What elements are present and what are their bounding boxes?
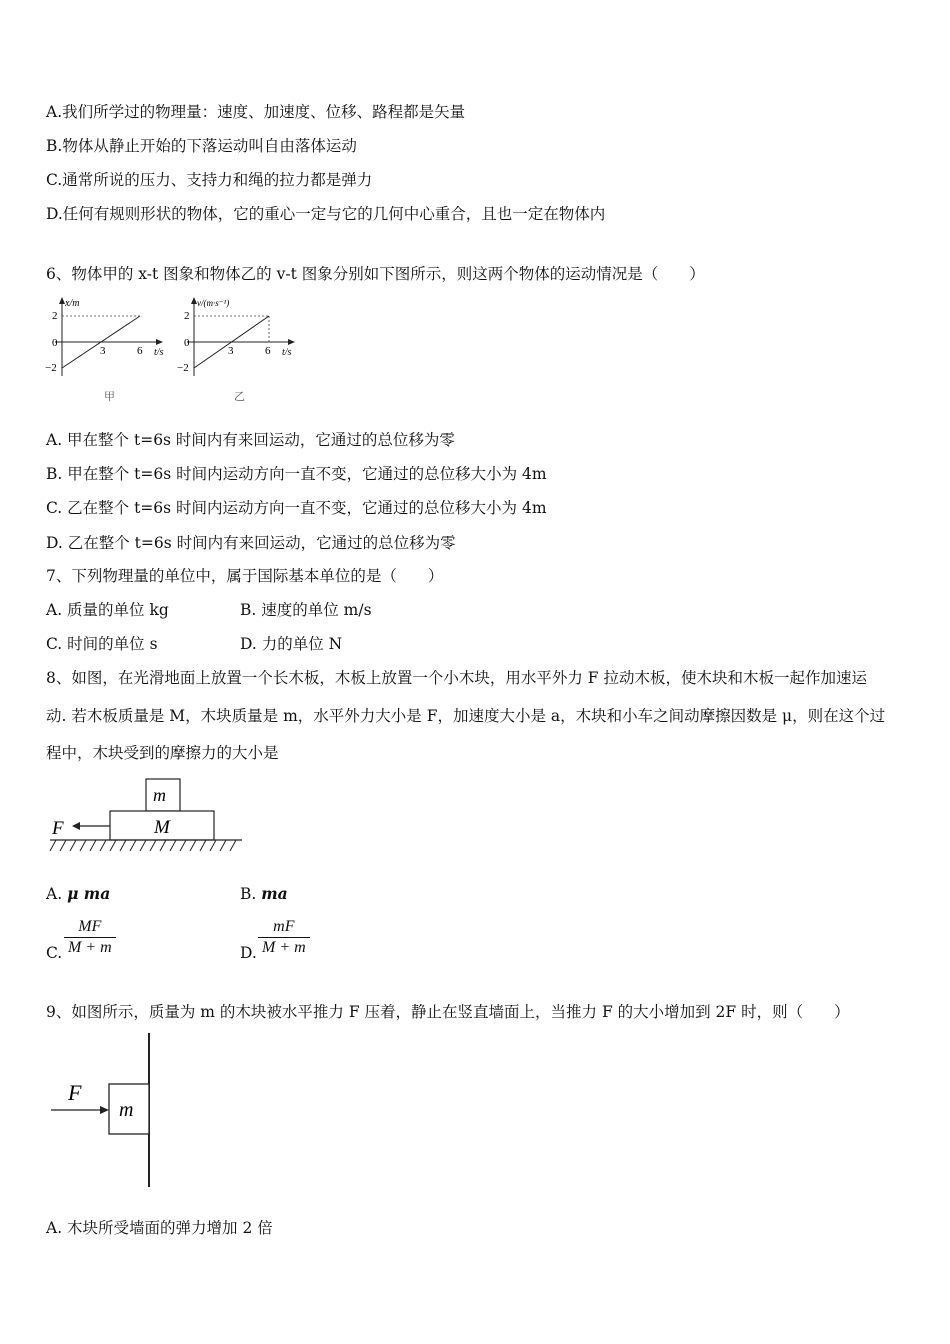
q7-option-d: D. 力的单位 N (240, 635, 343, 653)
q8-option-b-value: ma (261, 884, 288, 903)
q8-option-c-label: C. (46, 944, 63, 962)
yi-tick-y-neg2: −2 (177, 362, 189, 374)
jia-xlabel: t/s (154, 347, 164, 358)
q9-force-arrowhead (100, 1106, 109, 1114)
q8-force-label: F (52, 818, 64, 839)
q9-force-label: F (68, 1080, 82, 1105)
q6-option-b: B. 甲在整个 t=6s 时间内运动方向一直不变，它通过的总位移大小为 4m (46, 465, 547, 483)
q8-option-b (240, 884, 288, 904)
jia-tick-x-3: 3 (100, 345, 106, 357)
q7-stem: 7、下列物理量的单位中，属于国际基本单位的是（ ） (46, 567, 444, 585)
jia-tick-y-0: 0 (52, 337, 58, 349)
q5-option-c: C.通常所说的压力、支持力和绳的拉力都是弹力 (46, 171, 373, 189)
q8-stem-line3: 程中，木块受到的摩擦力的大小是 (46, 744, 279, 762)
q8-stem-line2: 动. 若木板质量是 M，木块质量是 m，水平外力大小是 F，加速度大小是 a，木块和小车之间动摩擦因数是 μ，则在这个过 (46, 707, 886, 725)
q9-stem: 9、如图所示，质量为 m 的木块被水平推力 F 压着，静止在竖直墙面上，当推力 F 的大小增加到 2F 时，则（ ） (46, 1003, 850, 1021)
jia-tick-y-neg2: −2 (45, 362, 57, 374)
yi-tick-y-2: 2 (184, 310, 190, 322)
q8-small-block-label: m (153, 785, 166, 805)
q8-force-arrowhead (72, 822, 80, 830)
q8-option-b-label: B. (240, 885, 257, 903)
yi-ylabel: v/(m·s⁻¹) (197, 298, 230, 308)
q8-option-d-label: D. (240, 944, 257, 962)
q8-option-c-fraction (64, 918, 116, 957)
q6-graph-jia (40, 294, 175, 406)
q5-option-a: A.我们所学过的物理量：速度、加速度、位移、路程都是矢量 (46, 103, 466, 121)
q7-option-b: B. 速度的单位 m/s (240, 601, 372, 619)
q8-option-d-numerator: mF (273, 918, 295, 935)
q8-option-d-fraction-bar (258, 937, 310, 938)
jia-ylabel: x/m (65, 298, 80, 309)
jia-caption: 甲 (104, 391, 115, 403)
jia-tick-x-6: 6 (137, 345, 143, 357)
yi-tick-x-3: 3 (228, 345, 234, 357)
q6-option-a: A. 甲在整个 t=6s 时间内有来回运动，它通过的总位移为零 (46, 431, 455, 449)
q7-option-a: A. 质量的单位 kg (46, 601, 169, 619)
q8-option-a (46, 884, 110, 904)
q6-graph-yi (172, 294, 307, 406)
q9-block-label: m (119, 1099, 134, 1121)
q7-option-c: C. 时间的单位 s (46, 635, 158, 653)
q8-option-d-denominator: M + m (262, 939, 306, 956)
yi-caption: 乙 (234, 391, 245, 403)
q9-option-a: A. 木块所受墙面的弹力增加 2 倍 (46, 1219, 273, 1237)
q8-big-block-label: M (154, 817, 170, 838)
q6-option-d: D. 乙在整个 t=6s 时间内有来回运动，它通过的总位移为零 (46, 534, 456, 552)
q8-option-c-fraction-bar (64, 937, 116, 938)
q5-option-b: B.物体从静止开始的下落运动叫自由落体运动 (46, 137, 357, 155)
jia-tick-y-2: 2 (52, 310, 58, 322)
q8-option-c-numerator: MF (78, 918, 102, 935)
q8-option-a-label: A. (46, 885, 63, 903)
yi-tick-x-6: 6 (265, 345, 271, 357)
q6-option-c: C. 乙在整个 t=6s 时间内运动方向一直不变，它通过的总位移大小为 4m (46, 499, 547, 517)
q6-stem: 6、物体甲的 x-t 图象和物体乙的 v-t 图象分别如下图所示，则这两个物体的运动情况是（ ） (46, 265, 705, 283)
q8-option-c-denominator: M + m (68, 939, 112, 956)
q9-figure (46, 1030, 166, 1190)
jia-x-arrow (156, 339, 163, 345)
q8-ground-hatch (50, 840, 236, 851)
q8-option-a-value: μ ma (67, 884, 111, 903)
q8-figure (46, 776, 246, 856)
yi-tick-y-0: 0 (184, 337, 190, 349)
yi-x-arrow (288, 339, 295, 345)
q5-option-d: D.任何有规则形状的物体，它的重心一定与它的几何中心重合，且也一定在物体内 (46, 205, 606, 223)
q8-stem-line1: 8、如图，在光滑地面上放置一个长木板，木板上放置一个小木块，用水平外力 F 拉动木板，使木块和木板一起作加速运 (46, 669, 867, 687)
yi-xlabel: t/s (282, 347, 292, 358)
q8-option-d-fraction (258, 918, 310, 957)
